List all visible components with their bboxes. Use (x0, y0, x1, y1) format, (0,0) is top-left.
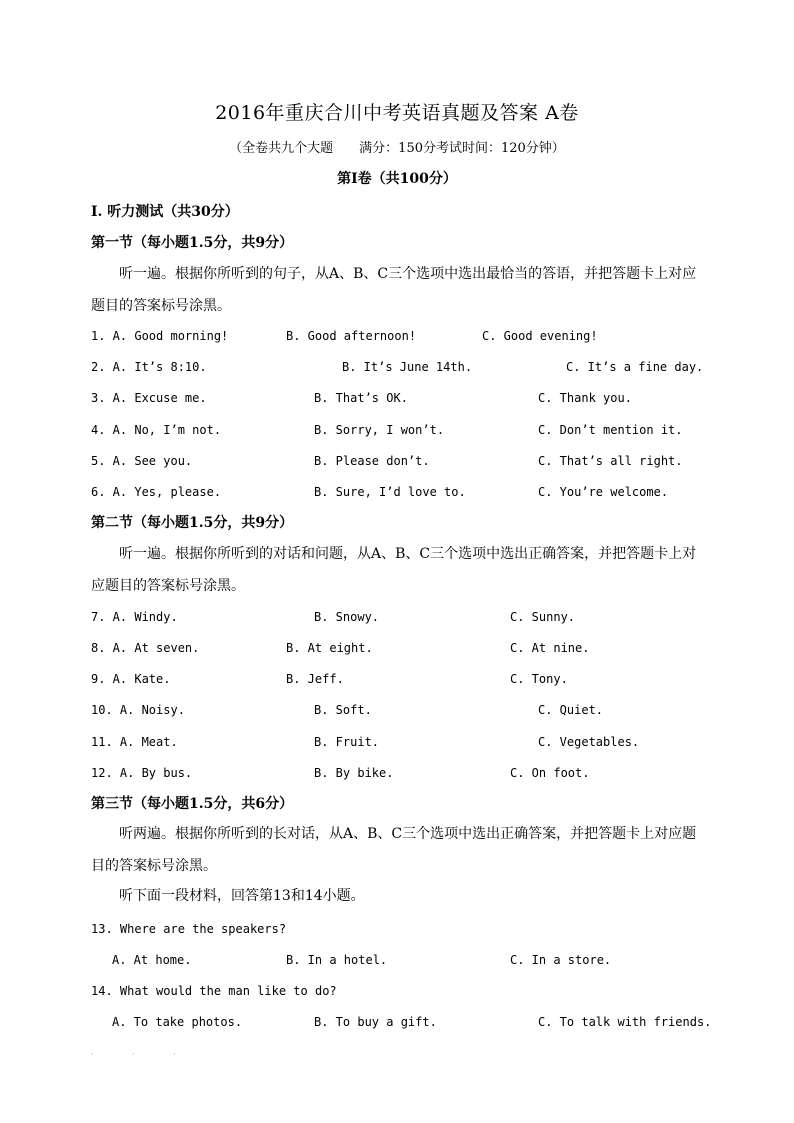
q12-option-c: C. On foot. (510, 766, 590, 780)
section3-instr-line1: 听两遍。根据你所听到的长对话，从A、B、C三个选项中选出正确答案，并把答题卡上对应题 (119, 826, 697, 842)
section1-instructions (91, 258, 696, 322)
q6-option-a: 6. A. Yes, please. (91, 485, 222, 499)
material-intro-text: 听下面一段材料，回答第13和14小题。 (119, 888, 365, 904)
q1-option-b: B. Good afternoon! (286, 329, 417, 343)
part1-heading: I. 听力测试（共30分） (91, 204, 239, 220)
section2-instr-line2: 应题目的答案标号涂黑。 (91, 578, 245, 594)
section3-instr-line2: 目的答案标号涂黑。 (91, 858, 217, 874)
q8-option-c: C. At nine. (510, 641, 590, 655)
q13-option-a: A. At home. (112, 953, 192, 967)
q11-option-b: B. Fruit. (314, 735, 380, 749)
section3-instructions (91, 818, 696, 882)
q13-stem: 13. Where are the speakers? (91, 922, 287, 936)
material-intro (91, 880, 365, 912)
section2-instructions (91, 538, 696, 602)
q12-option-b: B. By bike. (314, 766, 394, 780)
q4-option-a: 4. A. No, I’m not. (91, 423, 222, 437)
q1-option-a: 1. A. Good morning! (91, 329, 229, 343)
q5-option-a: 5. A. See you. (91, 454, 193, 468)
q2-option-b: B. It’s June 14th. (342, 360, 473, 374)
q4-option-c: C. Don’t mention it. (538, 423, 683, 437)
q11-option-a: 11. A. Meat. (91, 735, 178, 749)
q4-option-b: B. Sorry, I won’t. (314, 423, 445, 437)
q5-option-c: C. That’s all right. (538, 454, 683, 468)
section2-instr-line1: 听一遍。根据你所听到的对话和问题，从A、B、C三个选项中选出正确答案，并把答题卡上对 (119, 546, 697, 562)
q14-stem: 14. What would the man like to do? (91, 984, 337, 998)
q13-option-c: C. In a store. (510, 953, 612, 967)
q8-option-b: B. At eight. (286, 641, 373, 655)
q10-option-b: B. Soft. (314, 703, 372, 717)
q14-option-b: B. To buy a gift. (314, 1015, 437, 1029)
q7-option-c: C. Sunny. (510, 610, 576, 624)
q10-option-a: 10. A. Noisy. (91, 703, 185, 717)
q7-option-a: 7. A. Windy. (91, 610, 178, 624)
volume-heading: 第I卷（共100分） (337, 171, 457, 187)
section2-heading: 第二节（每小题1.5分，共9分） (91, 515, 294, 531)
section1-heading: 第一节（每小题1.5分，共9分） (91, 235, 294, 251)
q10-option-c: C. Quiet. (538, 703, 604, 717)
q13-option-b: B. In a hotel. (286, 953, 388, 967)
q3-option-c: C. Thank you. (538, 391, 632, 405)
section3-heading: 第三节（每小题1.5分，共6分） (91, 796, 294, 812)
q14-option-a: A. To take photos. (112, 1015, 243, 1029)
q11-option-c: C. Vegetables. (538, 735, 640, 749)
section1-instr-line1: 听一遍。根据你所听到的句子，从A、B、C三个选项中选出最恰当的答语，并把答题卡上对应 (119, 266, 697, 282)
q7-option-b: B. Snowy. (314, 610, 380, 624)
q3-option-a: 3. A. Excuse me. (91, 391, 207, 405)
q6-option-b: B. Sure, I’d love to. (314, 485, 466, 499)
q6-option-c: C. You’re welcome. (538, 485, 669, 499)
q12-option-a: 12. A. By bus. (91, 766, 193, 780)
page-bottom-artifact: · · · (91, 1050, 194, 1059)
exam-info: （全卷共九个大题 满分：150分考试时间：120分钟） (229, 141, 565, 156)
q2-option-c: C. It’s a fine day. (566, 360, 704, 374)
section1-instr-line2: 题目的答案标号涂黑。 (91, 298, 231, 314)
q8-option-a: 8. A. At seven. (91, 641, 200, 655)
q1-option-c: C. Good evening! (482, 329, 598, 343)
q5-option-b: B. Please don’t. (314, 454, 430, 468)
q3-option-b: B. That’s OK. (314, 391, 408, 405)
q14-option-c: C. To talk with friends. (538, 1015, 712, 1029)
q9-option-c: C. Tony. (510, 672, 568, 686)
q2-option-a: 2. A. It’s 8:10. (91, 360, 207, 374)
q9-option-b: B. Jeff. (286, 672, 344, 686)
page-title: 2016年重庆合川中考英语真题及答案 A卷 (215, 102, 579, 124)
q9-option-a: 9. A. Kate. (91, 672, 171, 686)
